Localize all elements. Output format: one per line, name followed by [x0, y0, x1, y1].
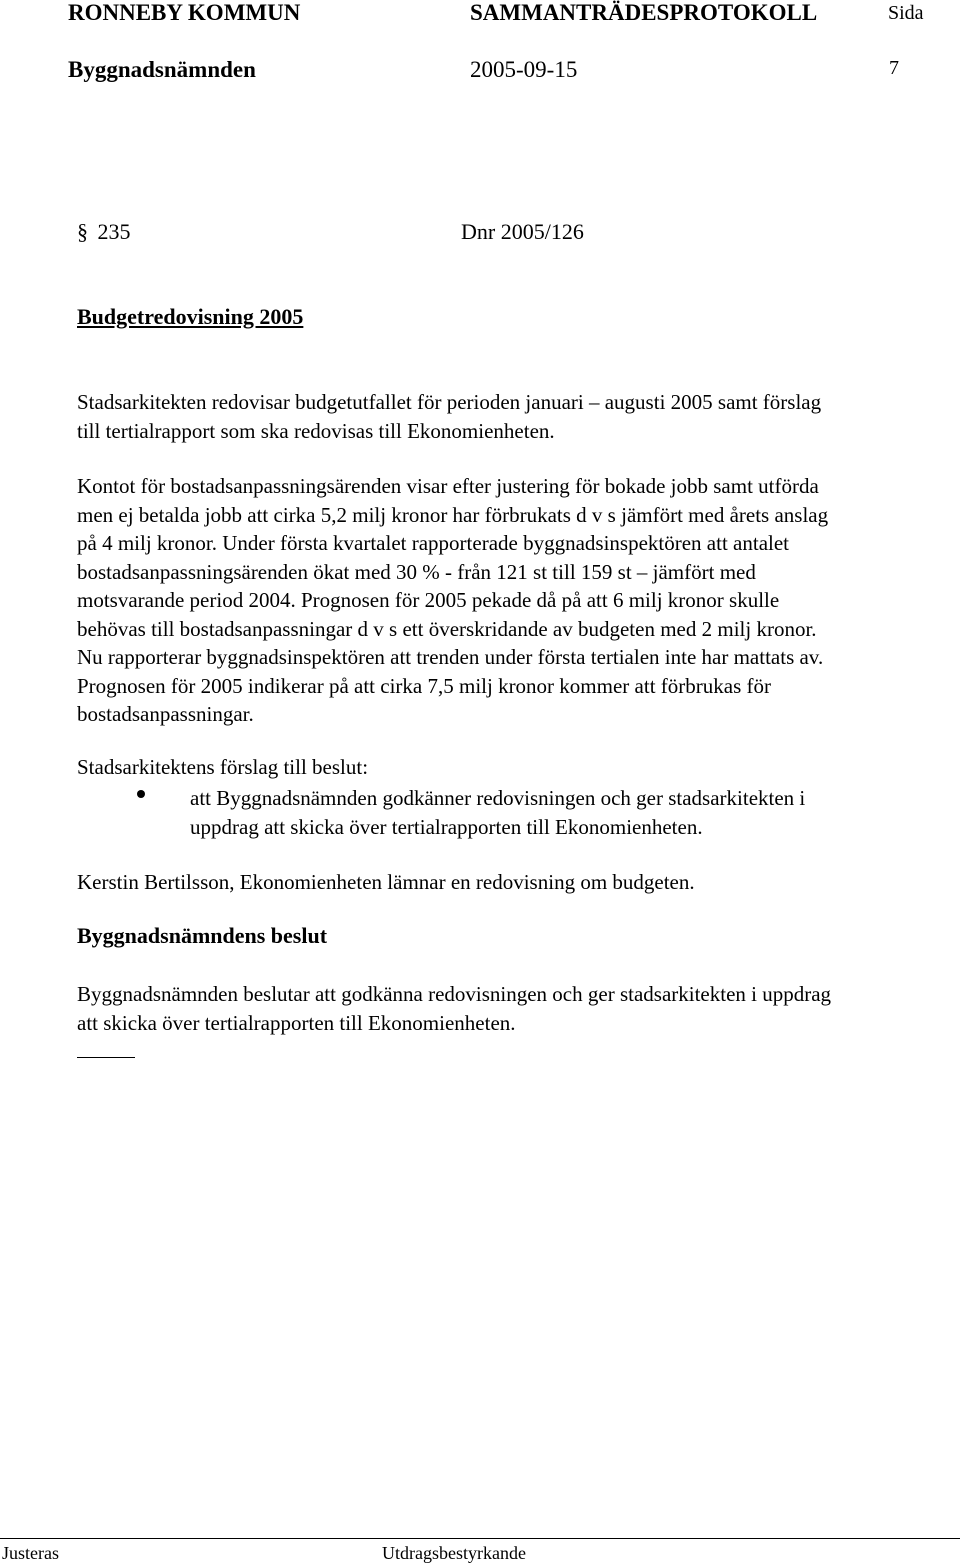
committee-name: Byggnadsnämnden: [68, 57, 256, 82]
paragraph-account: [77, 472, 947, 729]
proposal-label: [77, 753, 947, 782]
signature-line: [77, 1057, 135, 1058]
text-line: motsvarande period 2004. Prognosen för 2005 pekade då på att 6 milj kronor skulle: [77, 588, 780, 612]
text-line: bostadsanpassningar.: [77, 702, 254, 726]
decision-heading: Byggnadsnämndens beslut: [77, 923, 328, 948]
text-line: Byggnadsnämnden beslutar att godkänna redovisningen och ger stadsarkitekten i uppdrag: [77, 982, 832, 1006]
dnr: Dnr 2005/126: [461, 219, 584, 244]
decision-text: [77, 980, 947, 1037]
footer-justeras: Justeras: [2, 1543, 59, 1563]
page-number: 7: [889, 57, 899, 79]
item-number: 235: [97, 219, 131, 244]
paragraph-intro: [77, 388, 947, 445]
document-type: SAMMANTRÄDESPROTOKOLL: [470, 0, 818, 25]
meeting-date: 2005-09-15: [470, 57, 578, 82]
text-line: till tertialrapport som ska redovisas till Ekonomienheten.: [77, 418, 555, 443]
text-line: Nu rapporterar byggnadsinspektören att trenden under första tertialen inte har mattats av.: [77, 645, 824, 669]
text-line: Kontot för bostadsanpassningsärenden visar efter justering för bokade jobb samt utförda: [77, 474, 819, 498]
section-sign: §: [77, 219, 88, 244]
item-number-line: [77, 219, 131, 245]
text-line: på 4 milj kronor. Under första kvartalet rapporterade byggnadsinspektören att antalet: [77, 531, 790, 555]
proposal-label-text: Stadsarkitektens förslag till beslut:: [77, 755, 369, 779]
text-line: behövas till bostadsanpassningar d v s ett överskridande av budgeten med 2 milj kronor.: [77, 616, 817, 641]
text-line: Prognosen för 2005 indikerar på att cirka 7,5 milj kronor kommer att förbrukas för: [77, 673, 771, 698]
text-line: men ej betalda jobb att cirka 5,2 milj kronor har förbrukats d v s jämfört med årets anslag: [77, 502, 829, 527]
text-line: bostadsanpassningsärenden ökat med 30 % - från 121 st till 159 st – jämfört med: [77, 559, 756, 584]
text-line: att skicka över tertialrapporten till Ekonomienheten.: [77, 1010, 516, 1035]
text-line: att Byggnadsnämnden godkänner redovisningen och ger stadsarkitekten i: [190, 786, 806, 810]
org-name: RONNEBY KOMMUN: [68, 0, 301, 25]
bullet-icon: [137, 790, 145, 798]
text-line: uppdrag att skicka över tertialrapporten till Ekonomienheten.: [190, 814, 703, 839]
text-line: Stadsarkitekten redovisar budgetutfallet för perioden januari – augusti 2005 samt förslag: [77, 390, 822, 414]
page-label: Sida: [888, 2, 924, 24]
footer-utdragsbestyrkande: Utdragsbestyrkande: [382, 1543, 526, 1563]
text-line: Kerstin Bertilsson, Ekonomienheten lämnar en redovisning om budgeten.: [77, 870, 695, 894]
proposal-bullet: [190, 784, 950, 841]
footer-divider: [0, 1538, 960, 1539]
item-title: Budgetredovisning 2005: [77, 304, 304, 329]
paragraph-report: [77, 868, 947, 897]
